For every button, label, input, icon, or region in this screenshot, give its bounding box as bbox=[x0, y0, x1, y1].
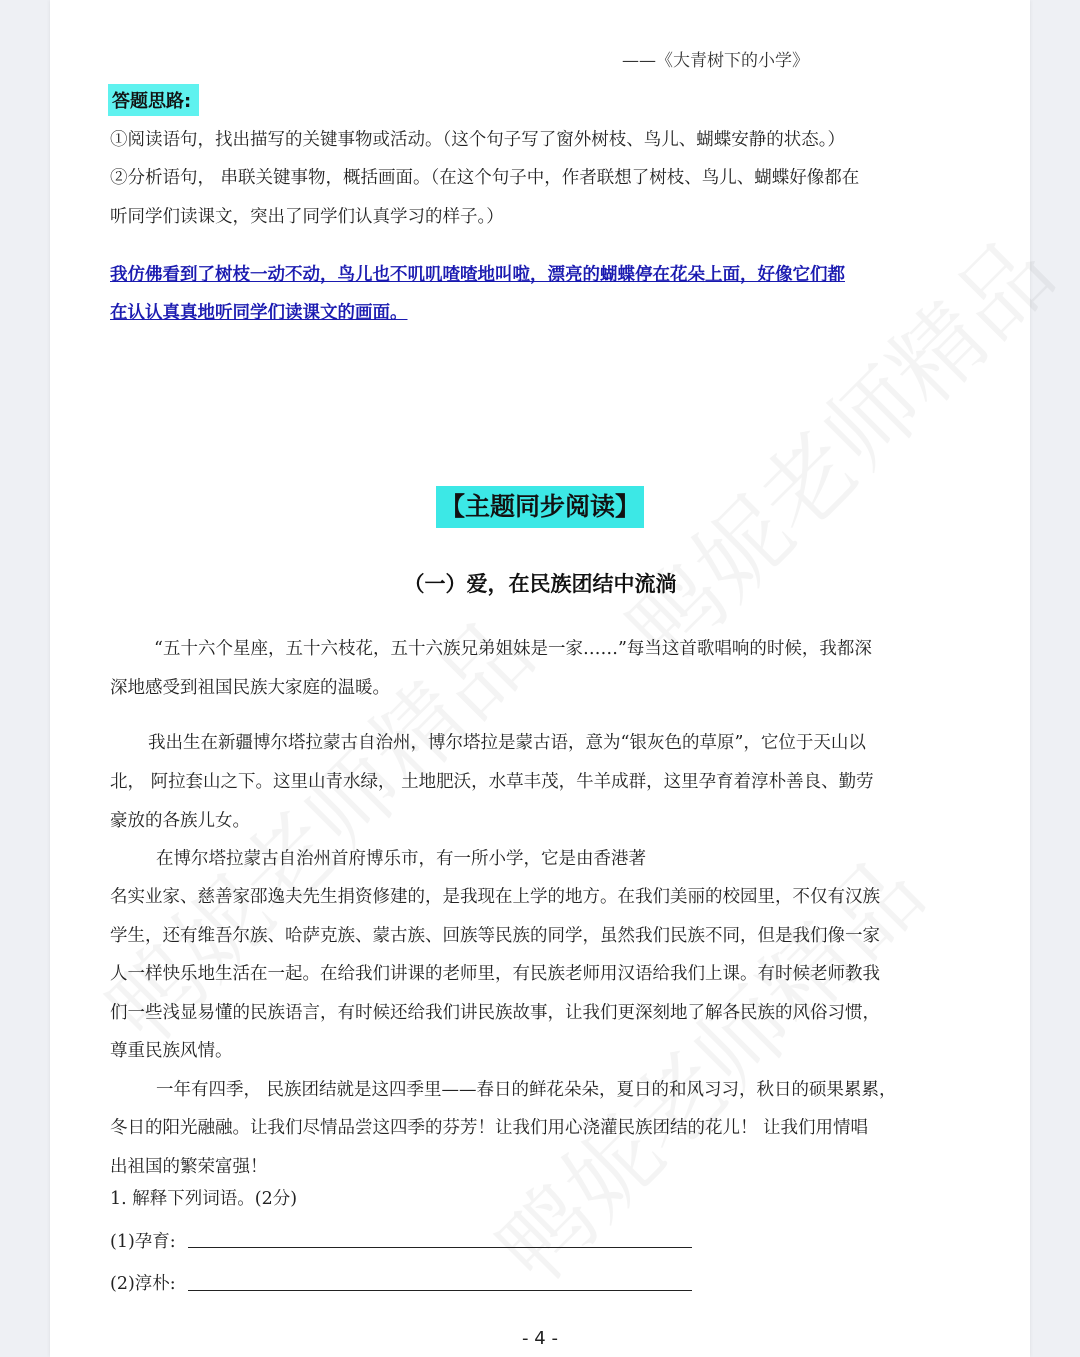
hint-label: 答题思路: bbox=[108, 84, 199, 116]
answer-line: 在认认真真地听同学们读课文的画面。 bbox=[110, 303, 408, 323]
passage-line: 深地感受到祖国民族大家庭的温暖。 bbox=[110, 678, 390, 698]
hint-line: ①阅读语句，找出描写的关键事物或活动。（这个句子写了窗外树枝、鸟儿、蝴蝶安静的状态。） bbox=[110, 130, 845, 150]
passage-line: 名实业家、慈善家邵逸夫先生捐资修建的，是我现在上学的地方。在我们美丽的校园里，不仅有汉族 bbox=[110, 887, 880, 907]
section-title: 【主题同步阅读】 bbox=[436, 486, 644, 528]
passage-line: 尊重民族风情。 bbox=[110, 1041, 233, 1061]
passage-line: 学生，还有维吾尔族、哈萨克族、蒙古族、回族等民族的同学，虽然我们民族不同，但是我们像一家 bbox=[110, 926, 880, 946]
passage-line: 出祖国的繁荣富强！ bbox=[110, 1157, 268, 1177]
passage-title: （一）爱，在民族团结中流淌 bbox=[403, 572, 677, 596]
passage-line: 一年有四季， 民族团结就是这四季里——春日的鲜花朵朵，夏日的和风习习，秋日的硕果累累， bbox=[156, 1080, 897, 1100]
hint-line: ②分析语句， 串联关键事物，概括画面。（在这个句子中，作者联想了树枝、鸟儿、蝴蝶好像都在 bbox=[110, 168, 860, 188]
passage-line: 北， 阿拉套山之下。这里山青水绿， 土地肥沃，水草丰茂，牛羊成群，这里孕育着淳朴善良、勤劳 bbox=[110, 772, 874, 792]
passage-line: 我出生在新疆博尔塔拉蒙古自治州，博尔塔拉是蒙古语，意为“银灰色的草原”，它位于天山以 bbox=[148, 733, 866, 753]
quote-source: ——《大青树下的小学》 bbox=[622, 51, 809, 71]
question-title: 1. 解释下列词语。(2分) bbox=[110, 1189, 298, 1209]
passage-line: 们一些浅显易懂的民族语言，有时候还给我们讲民族故事，让我们更深刻地了解各民族的风俗习惯， bbox=[110, 1003, 880, 1023]
sub-question-label: (2)淳朴: bbox=[110, 1274, 176, 1294]
passage-line: 在博尔塔拉蒙古自治州首府博乐市，有一所小学，它是由香港著 bbox=[156, 849, 646, 869]
page-number: - 4 - bbox=[522, 1328, 558, 1349]
answer-blank[interactable] bbox=[188, 1290, 692, 1291]
hint-line: 听同学们读课文，突出了同学们认真学习的样子。） bbox=[110, 207, 504, 227]
answer-line: 我仿佛看到了树枝一动不动，鸟儿也不叽叽喳喳地叫啦，漂亮的蝴蝶停在花朵上面，好像它们都 bbox=[110, 265, 845, 285]
passage-line: “五十六个星座，五十六枝花，五十六族兄弟姐妹是一家……”每当这首歌唱响的时候，我都深 bbox=[154, 639, 872, 659]
passage-line: 人一样快乐地生活在一起。在给我们讲课的老师里，有民族老师用汉语给我们上课。有时候老师教我 bbox=[110, 964, 880, 984]
sub-question-label: (1)孕育: bbox=[110, 1232, 176, 1252]
answer-blank[interactable] bbox=[188, 1247, 692, 1248]
passage-line: 豪放的各族儿女。 bbox=[110, 811, 250, 831]
passage-line: 冬日的阳光融融。让我们尽情品尝这四季的芬芳！让我们用心浇灌民族团结的花儿！ 让我们用情唱 bbox=[110, 1118, 869, 1138]
